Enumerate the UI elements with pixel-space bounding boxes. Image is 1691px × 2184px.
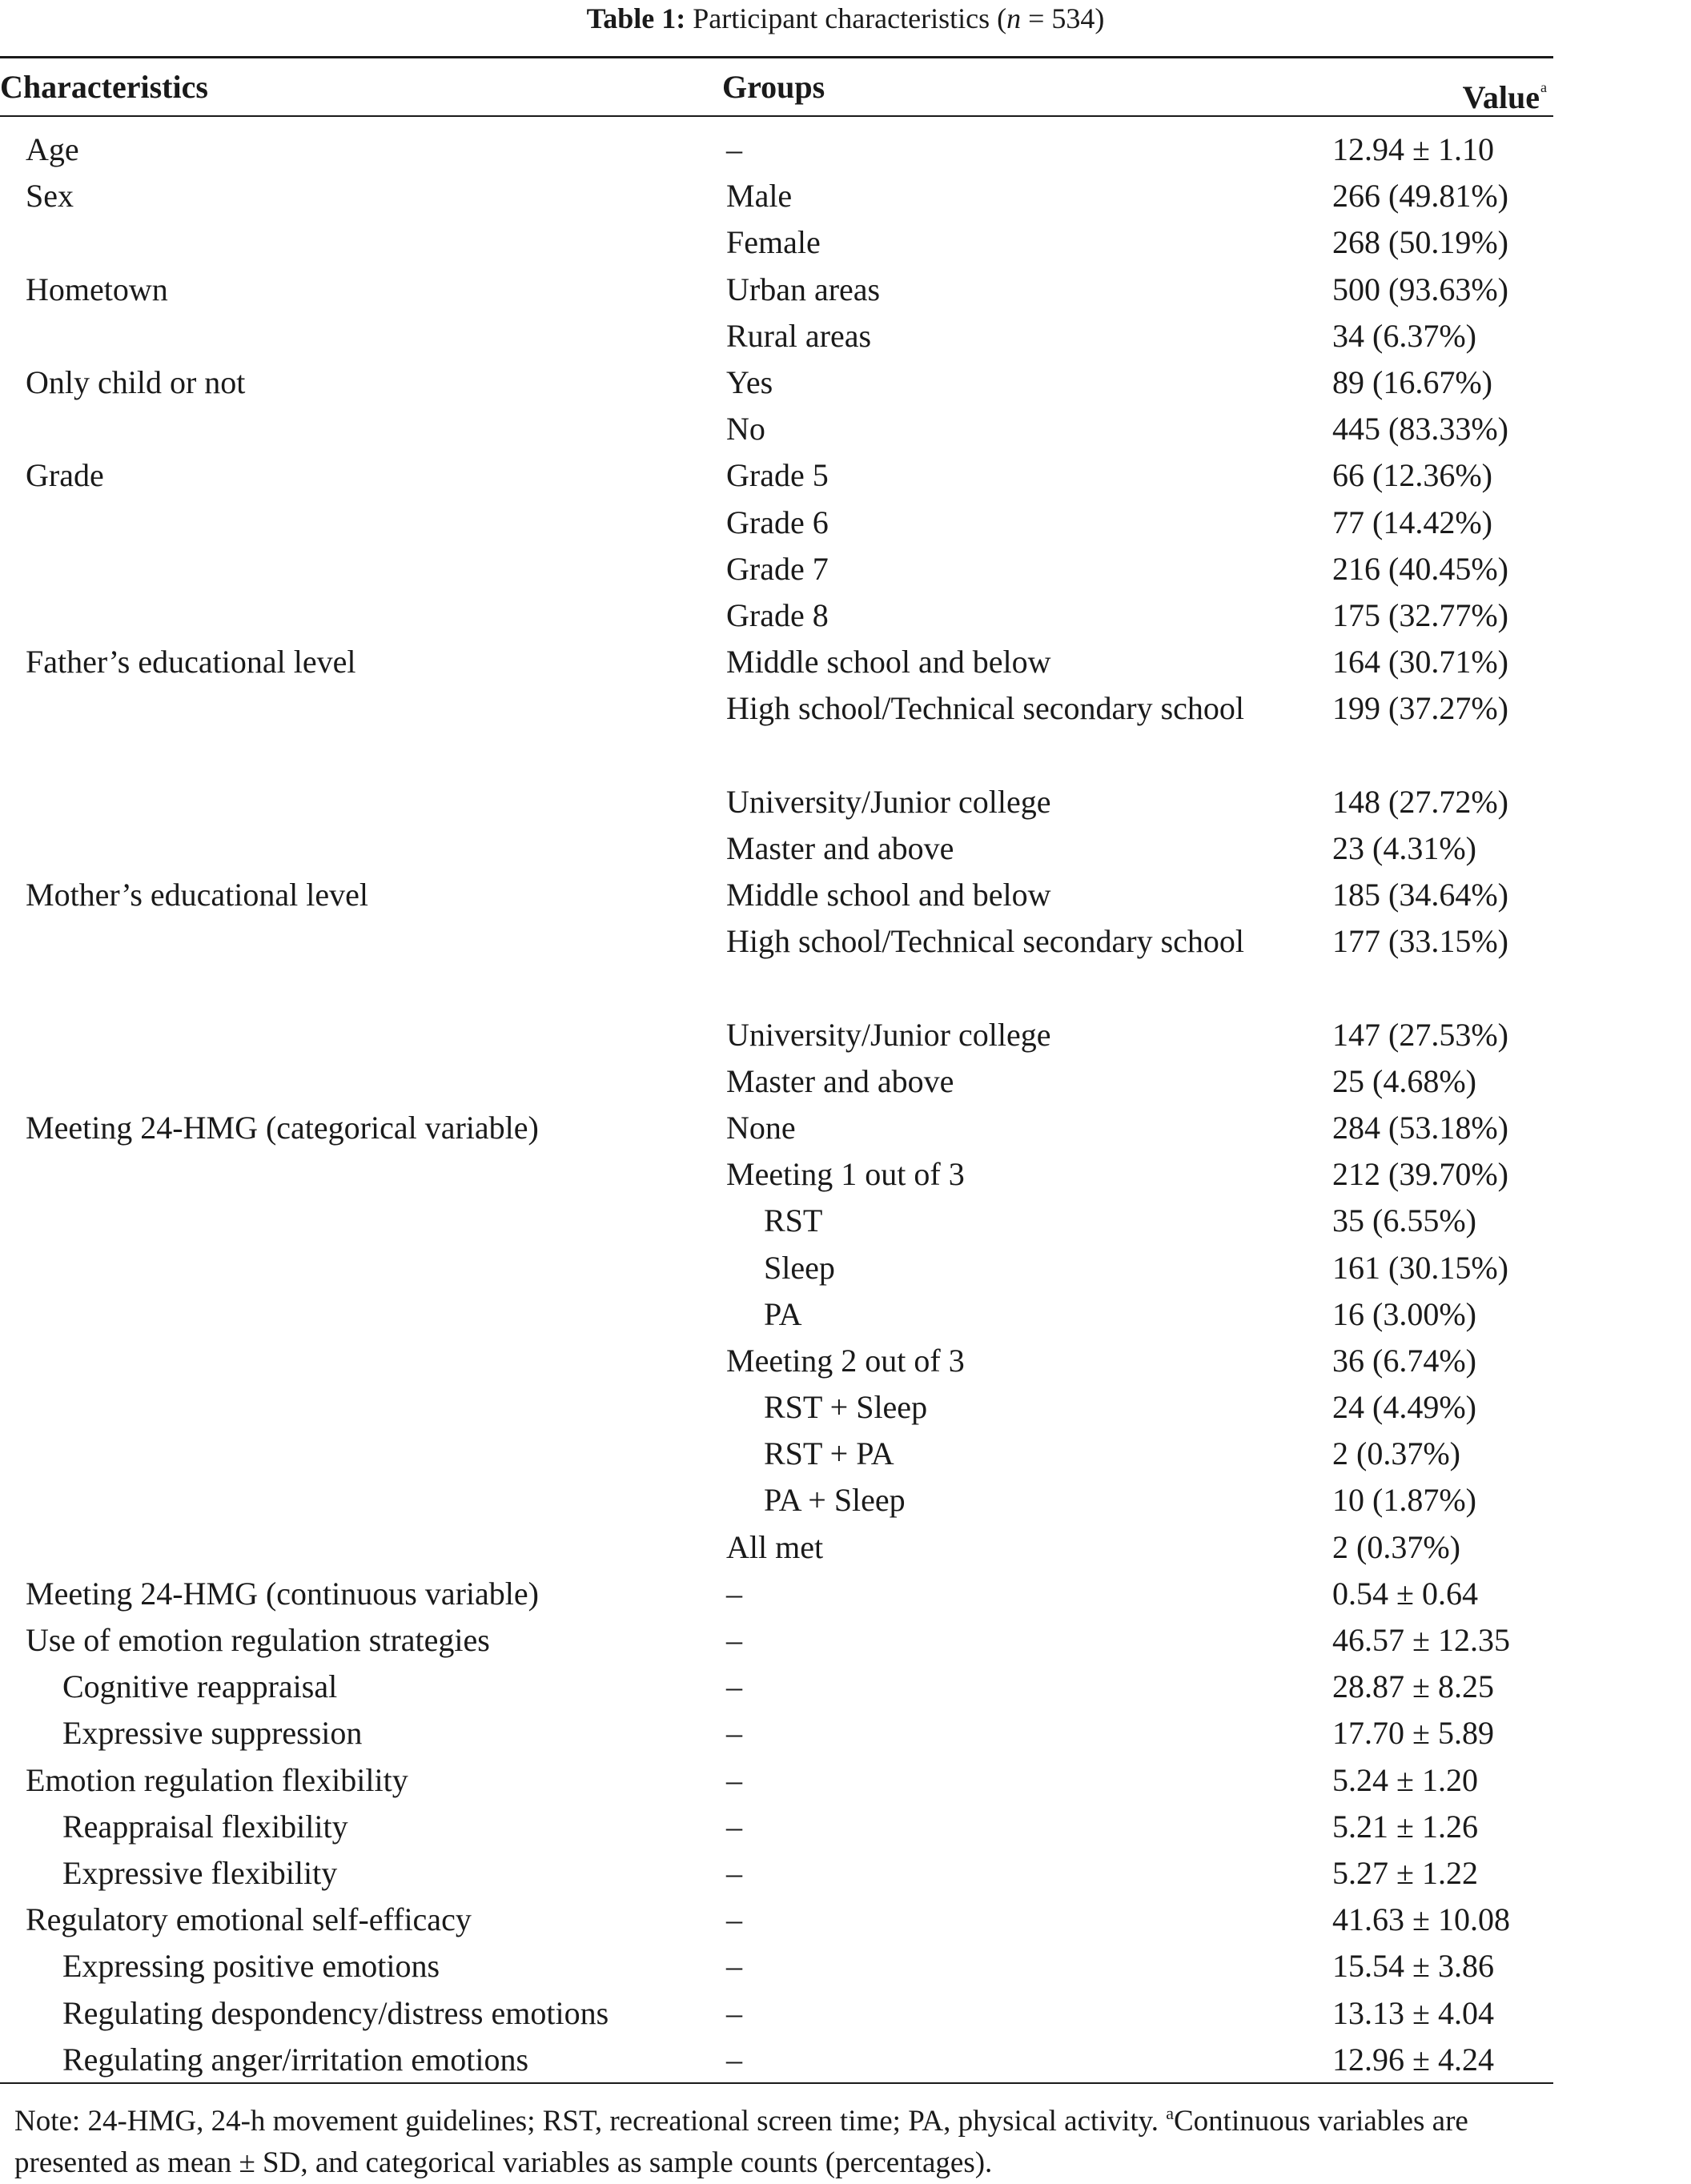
cell-value: 268 (50.19%): [1332, 224, 1508, 261]
cell-characteristic: Reappraisal flexibility: [62, 1808, 348, 1845]
cell-group: Meeting 1 out of 3: [726, 1156, 965, 1193]
cell-value: 15.54 ± 3.86: [1332, 1948, 1494, 1985]
cell-group: Urban areas: [726, 271, 881, 307]
cell-group: –: [726, 131, 742, 167]
cell-group: –: [726, 1994, 742, 2031]
table-row: [0, 825, 1553, 872]
cell-characteristic: Expressive flexibility: [62, 1854, 338, 1891]
note-text-before-sup: Note: 24-HMG, 24-h movement guidelines; RST, recreational screen time; PA, physical activity.: [14, 2105, 1167, 2138]
cell-group: Sleep: [764, 1249, 835, 1286]
cell-value: 5.21 ± 1.26: [1332, 1808, 1478, 1845]
cell-value: 0.54 ± 0.64: [1332, 1575, 1478, 1612]
table-row: [0, 1990, 1553, 2037]
cell-characteristic: Age: [26, 131, 79, 167]
cell-characteristic: Use of emotion regulation strategies: [26, 1622, 490, 1659]
cell-group: None: [726, 1109, 796, 1146]
cell-value: 66 (12.36%): [1332, 457, 1492, 494]
cell-value: 177 (33.15%): [1332, 923, 1508, 960]
table-row: [0, 452, 1553, 499]
cell-value: 36 (6.74%): [1332, 1342, 1476, 1379]
cell-group: Middle school and below: [726, 877, 1051, 913]
cell-group: Male: [726, 178, 793, 215]
table-row: [0, 779, 1553, 825]
cell-characteristic: Hometown: [26, 271, 168, 307]
cell-group: –: [726, 1948, 742, 1985]
caption-text-after-n: = 534): [1021, 2, 1105, 34]
cell-group: Grade 7: [726, 550, 829, 587]
cell-value: 17.70 ± 5.89: [1332, 1715, 1494, 1752]
cell-group: PA + Sleep: [764, 1482, 906, 1519]
table-row: [0, 685, 1553, 778]
table-row: [0, 173, 1553, 219]
cell-value: 2 (0.37%): [1332, 1528, 1460, 1565]
cell-group: –: [726, 1715, 742, 1752]
cell-group: All met: [726, 1528, 824, 1565]
cell-value: 77 (14.42%): [1332, 504, 1492, 540]
cell-characteristic: Expressive suppression: [62, 1715, 363, 1752]
table-row: [0, 1524, 1553, 1571]
cell-value: 284 (53.18%): [1332, 1109, 1508, 1146]
table-row: [0, 1291, 1553, 1338]
cell-value: 35 (6.55%): [1332, 1202, 1476, 1239]
cell-value: 175 (32.77%): [1332, 596, 1508, 633]
cell-characteristic: Cognitive reappraisal: [62, 1668, 338, 1705]
table-row: [0, 1850, 1553, 1897]
table-row: [0, 592, 1553, 639]
cell-value: 89 (16.67%): [1332, 363, 1492, 400]
cell-group: Yes: [726, 363, 773, 400]
cell-characteristic: Meeting 24-HMG (continuous variable): [26, 1575, 539, 1612]
cell-value: 16 (3.00%): [1332, 1295, 1476, 1332]
header-value-footnote-mark: a: [1540, 79, 1547, 95]
table-row: [0, 1058, 1553, 1105]
table-row: [0, 313, 1553, 359]
cell-value: 266 (49.81%): [1332, 178, 1508, 215]
cell-group: –: [726, 1854, 742, 1891]
table-note: [14, 2093, 1560, 2184]
cell-value: 41.63 ± 10.08: [1332, 1901, 1510, 1938]
table-row: [0, 1571, 1553, 1617]
cell-group: RST: [764, 1202, 823, 1239]
table-row: [0, 639, 1553, 685]
cell-group: No: [726, 411, 765, 448]
table-row: [0, 1897, 1553, 1943]
cell-characteristic: Regulatory emotional self-efficacy: [26, 1901, 472, 1938]
table-row: [0, 1710, 1553, 1756]
cell-characteristic: Sex: [26, 178, 74, 215]
cell-group: Master and above: [726, 1062, 954, 1099]
cell-characteristic: Father’s educational level: [26, 644, 356, 680]
cell-characteristic: Only child or not: [26, 363, 246, 400]
caption-text-before-n: Participant characteristics (: [685, 2, 1007, 34]
table-row: [0, 1617, 1553, 1664]
cell-group: PA: [764, 1295, 802, 1332]
cell-value: 28.87 ± 8.25: [1332, 1668, 1494, 1705]
cell-group: High school/Technical secondary school: [726, 690, 1245, 727]
table-row: [0, 1198, 1553, 1244]
header-characteristics: Characteristics: [0, 69, 208, 105]
cell-group: Female: [726, 224, 821, 261]
table-bottom-rule: [0, 2082, 1553, 2084]
cell-value: 164 (30.71%): [1332, 644, 1508, 680]
table-row: [0, 219, 1553, 266]
cell-value: 46.57 ± 12.35: [1332, 1622, 1510, 1659]
table-header: [0, 59, 1553, 115]
cell-group: RST + Sleep: [764, 1389, 928, 1426]
cell-characteristic: Meeting 24-HMG (categorical variable): [26, 1109, 539, 1146]
cell-value: 12.94 ± 1.10: [1332, 131, 1494, 167]
table-row: [0, 1664, 1553, 1710]
header-groups: Groups: [722, 69, 825, 105]
cell-group: –: [726, 1808, 742, 1845]
header-value: Value: [1462, 79, 1540, 115]
table-row: [0, 1757, 1553, 1804]
cell-group: –: [726, 1761, 742, 1798]
cell-value: 216 (40.45%): [1332, 550, 1508, 587]
table-row: [0, 1431, 1553, 1477]
cell-characteristic: Expressing positive emotions: [62, 1948, 440, 1985]
table-row: [0, 1012, 1553, 1058]
table-row: [0, 126, 1553, 173]
table-top-rule: [0, 56, 1553, 58]
cell-group: Grade 5: [726, 457, 829, 494]
cell-group: University/Junior college: [726, 783, 1051, 820]
cell-group: Meeting 2 out of 3: [726, 1342, 965, 1379]
cell-value: 212 (39.70%): [1332, 1156, 1508, 1193]
cell-value: 161 (30.15%): [1332, 1249, 1508, 1286]
cell-group: –: [726, 1622, 742, 1659]
cell-group: RST + PA: [764, 1435, 894, 1472]
cell-value: 25 (4.68%): [1332, 1062, 1476, 1099]
table-row: [0, 546, 1553, 592]
cell-value: 199 (37.27%): [1332, 690, 1508, 727]
cell-characteristic: Regulating anger/irritation emotions: [62, 2041, 529, 2078]
cell-characteristic: Emotion regulation flexibility: [26, 1761, 408, 1798]
cell-value: 147 (27.53%): [1332, 1016, 1508, 1053]
table-row: [0, 1105, 1553, 1151]
cell-group: –: [726, 1575, 742, 1612]
cell-value: 2 (0.37%): [1332, 1435, 1460, 1472]
cell-value: 185 (34.64%): [1332, 877, 1508, 913]
table-row: [0, 1943, 1553, 1989]
cell-value: 10 (1.87%): [1332, 1482, 1476, 1519]
table-row: [0, 1384, 1553, 1431]
cell-characteristic: Mother’s educational level: [26, 877, 369, 913]
cell-group: Rural areas: [726, 317, 872, 354]
table-row: [0, 359, 1553, 406]
cell-value: 5.27 ± 1.22: [1332, 1854, 1478, 1891]
cell-group: Middle school and below: [726, 644, 1051, 680]
cell-characteristic: Regulating despondency/distress emotions: [62, 1994, 609, 2031]
table-row: [0, 500, 1553, 546]
table-row: [0, 1477, 1553, 1524]
caption-label: Table 1:: [586, 2, 686, 34]
table-row: [0, 1338, 1553, 1384]
table-body: [0, 126, 1553, 2083]
cell-group: –: [726, 2041, 742, 2078]
table-row: [0, 1804, 1553, 1850]
note-footnote-mark: a: [1166, 2103, 1174, 2123]
cell-value: 34 (6.37%): [1332, 317, 1476, 354]
cell-group: –: [726, 1668, 742, 1705]
cell-value: 23 (4.31%): [1332, 829, 1476, 866]
cell-value: 13.13 ± 4.04: [1332, 1994, 1494, 2031]
cell-characteristic: Grade: [26, 457, 104, 494]
cell-value: 500 (93.63%): [1332, 271, 1508, 307]
table-header-rule: [0, 115, 1553, 117]
cell-group: High school/Technical secondary school: [726, 923, 1245, 960]
cell-group: Grade 6: [726, 504, 829, 540]
table-row: [0, 267, 1553, 313]
table-row: [0, 406, 1553, 452]
note-text-after-sup: Continuous variables are presented as mean ± SD, and categorical variables as sample counts (percentages).: [14, 2105, 1468, 2179]
cell-group: Grade 8: [726, 596, 829, 633]
table-row: [0, 1245, 1553, 1291]
cell-value: 5.24 ± 1.20: [1332, 1761, 1478, 1798]
caption-n-symbol: n: [1006, 2, 1022, 34]
cell-group: Master and above: [726, 829, 954, 866]
cell-group: –: [726, 1901, 742, 1938]
table-row: [0, 918, 1553, 1011]
cell-value: 12.96 ± 4.24: [1332, 2041, 1494, 2078]
cell-value: 445 (83.33%): [1332, 411, 1508, 448]
cell-value: 148 (27.72%): [1332, 783, 1508, 820]
table-row: [0, 872, 1553, 918]
cell-value: 24 (4.49%): [1332, 1389, 1476, 1426]
table-row: [0, 2037, 1553, 2083]
cell-group: University/Junior college: [726, 1016, 1051, 1053]
table-row: [0, 1151, 1553, 1198]
table-caption: [0, 0, 1691, 37]
